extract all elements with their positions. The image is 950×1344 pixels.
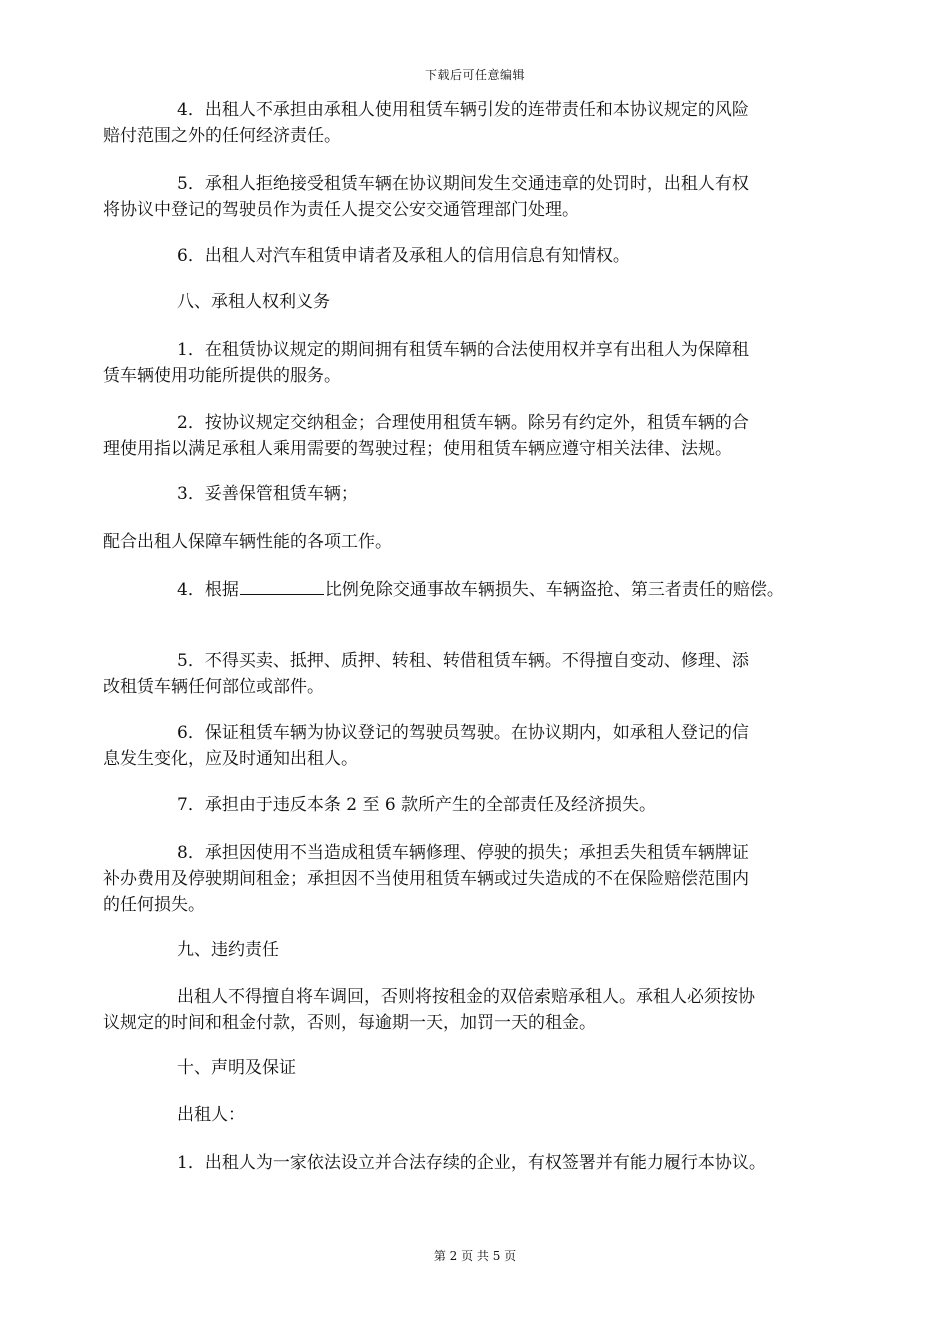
paragraph: 8．承担因使用不当造成租赁车辆修理、停驶的损失；承担丢失租赁车辆牌证 补办费用及停驶期间租金；承担因不当使用租赁车辆或过失造成的不在保险赔偿范围内 的任何损失。 [103,843,749,915]
section-heading: 九、违约责任 [177,940,279,960]
section-heading: 八、承租人权利义务 [177,292,330,312]
page-header: 下载后可任意编辑 [424,68,525,82]
fill-in-blank[interactable] [240,576,324,595]
paragraph: 6．保证租赁车辆为协议登记的驾驶员驾驶。在协议期内，如承租人登记的信 息发生变化，应及时通知出租人。 [103,723,749,769]
paragraph: 1．出租人为一家依法设立并合法存续的企业，有权签署并有能力履行本协议。 [177,1153,766,1173]
paragraph: 配合出租人保障车辆性能的各项工作。 [103,532,392,552]
paragraph: 1．在租赁协议规定的期间拥有租赁车辆的合法使用权并享有出租人为保障租 赁车辆使用功能所提供的服务。 [103,340,749,386]
paragraph: 6．出租人对汽车租赁申请者及承租人的信用信息有知情权。 [177,246,630,266]
paragraph: 5．不得买卖、抵押、质押、转租、转借租赁车辆。不得擅自变动、修理、添 改租赁车辆任何部位或部件。 [103,651,749,697]
paragraph: 5．承租人拒绝接受租赁车辆在协议期间发生交通违章的处罚时，出租人有权 将协议中登记的驾驶员作为责任人提交公安交通管理部门处理。 [103,174,749,220]
paragraph: 出租人： [177,1105,245,1125]
paragraph: 出租人不得擅自将车调回，否则将按租金的双倍索赔承租人。承租人必须按协 议规定的时间和租金付款，否则，每逾期一天，加罚一天的租金。 [103,987,755,1033]
page-footer: 第 2 页 共 5 页 [433,1249,517,1263]
paragraph: 4．出租人不承担由承租人使用租赁车辆引发的连带责任和本协议规定的风险 赔付范围之外的任何经济责任。 [103,100,749,146]
paragraph: 7．承担由于违反本条 2 至 6 款所产生的全部责任及经济损失。 [177,795,657,815]
paragraph: 2．按协议规定交纳租金；合理使用租赁车辆。除另有约定外，租赁车辆的合 理使用指以满足承租人乘用需要的驾驶过程；使用租赁车辆应遵守相关法律、法规。 [103,413,749,459]
section-heading: 十、声明及保证 [177,1058,296,1078]
paragraph: 3．妥善保管租赁车辆； [177,484,358,504]
paragraph: 4．根据 比例免除交通事故车辆损失、车辆盗抢、第三者责任的赔偿。 [103,576,843,603]
